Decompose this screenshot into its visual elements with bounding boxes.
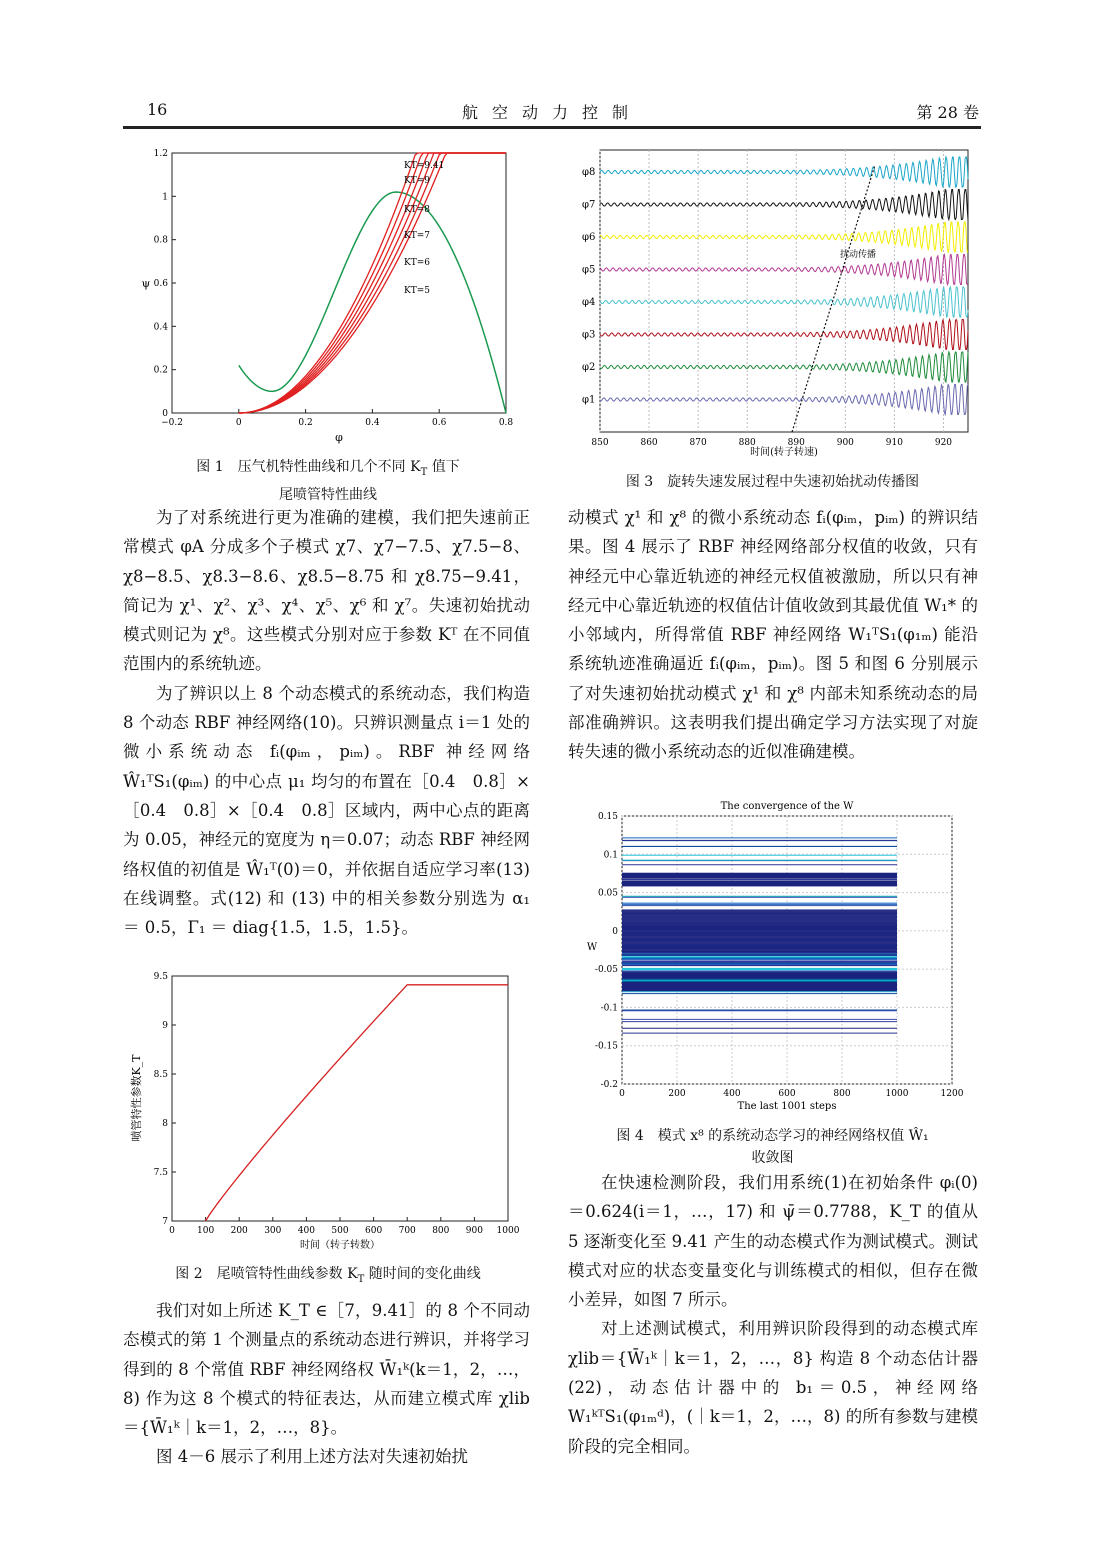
paragraph: 我们对如上所述 K_T ∈［7，9.41］的 8 个不同动态模式的第 1 个测量点的系统动态进行辨识，并将学习得到的 8 个常值 RBF 神经网络权 W̄₁ᵏ(k＝1，2，…，8) 作为这 8 个模式的特征表达，从而建立模式库 χlib＝{W̄₁ᵏ｜k＝1，2，…，8}。 [123, 1301, 530, 1438]
x-tick-label: 400 [723, 1089, 741, 1099]
y-tick-label: 0.8 [153, 235, 168, 246]
kt-label: KT=9 [404, 176, 430, 186]
fig1-xlabel: φ [335, 431, 343, 444]
left-body-text-bottom [123, 1296, 530, 1472]
y-tick-label: 1 [162, 192, 168, 203]
row-label: φ5 [582, 264, 596, 276]
figure-3-chart [570, 145, 975, 460]
x-tick-label: 0.4 [365, 418, 380, 428]
x-tick-label: −0.2 [161, 418, 183, 428]
weight-band [622, 909, 897, 952]
y-tick-label: 0.05 [597, 888, 618, 899]
figure-2-chart [128, 968, 528, 1258]
x-tick-label: 800 [833, 1089, 851, 1099]
y-tick-label: -0.2 [600, 1080, 618, 1090]
x-tick-label: 100 [197, 1226, 215, 1236]
x-tick-label: 600 [365, 1226, 383, 1236]
kt-label: KT=6 [404, 258, 430, 268]
compressor-curve [239, 192, 506, 413]
figure-2-caption: 图 2 尾喷管特性曲线参数 $K_T$ 随时间的变化曲线 [175, 1266, 481, 1285]
paragraph: 图 4－6 展示了利用上述方法对失速初始扰 [156, 1447, 468, 1467]
y-tick-label: 7.5 [153, 1168, 168, 1178]
row-label: φ1 [582, 394, 596, 406]
paragraph: 在快速检测阶段，我们用系统(1)在初始条件 φᵢ(0)＝0.624(i＝1，…，17) 和 ψ̄＝0.7788，K_T 的值从 5 逐渐变化至 9.41 产生的动态模式作为测试模式。测试模式对应的状态变量变化与训练模式的相似，但存在微小差异，如图 7 所示。 [568, 1173, 978, 1310]
x-tick-label: 0.6 [432, 418, 447, 428]
phi-wave [600, 320, 968, 350]
paragraph: 动模式 χ¹ 和 χ⁸ 的微小系统动态 fᵢ(φᵢₘ，pᵢₘ) 的辨识结果。图 4 展示了 RBF 神经网络部分权值的收敛，只有神经元中心靠近轨迹的神经元权值被激励，所以只有神经元中心靠近轨迹的权值估计值收敛到其最优值 W₁* 的小邻域内，所得常值 RBF 神经网络 W₁ᵀS₁(φ₁ₘ) 能沿系统轨迹准确逼近 fᵢ(φᵢₘ，pᵢₘ)。图 5 和图 6 分别展示了对失速初始扰动模式 χ¹ 和 χ⁸ 内部未知系统动态的局部准确辨识。这表明我们提出确定学习方法实现了对旋转失速的微小系统动态的近似准确建模。 [568, 508, 978, 762]
row-label: φ3 [582, 329, 596, 341]
phi-wave [600, 157, 968, 187]
fig3-annotation: 扰动传播 [840, 250, 877, 260]
x-tick-label: 0.2 [298, 418, 313, 428]
y-tick-label: -0.15 [594, 1041, 618, 1052]
x-tick-label: 850 [591, 438, 609, 448]
volume-label: 第 28 卷 [916, 103, 979, 122]
x-tick-label: 400 [297, 1226, 315, 1236]
row-label: φ7 [582, 199, 596, 211]
x-tick-label: 0.8 [498, 418, 514, 428]
y-tick-label: 0.6 [153, 279, 168, 289]
weight-band [622, 880, 897, 886]
x-tick-label: 920 [934, 438, 953, 448]
x-tick-label: 1000 [885, 1089, 909, 1099]
y-tick-label: 9.5 [153, 972, 168, 982]
row-label: φ4 [582, 297, 596, 308]
phi-wave [600, 190, 968, 220]
y-tick-label: 1.2 [153, 149, 168, 159]
right-body-text-bottom [568, 1168, 978, 1461]
paragraph: 为了辨识以上 8 个动态模式的系统动态，我们构造 8 个动态 RBF 神经网络(10)。只辨识测量点 i＝1 处的微小系统动态 fᵢ(φᵢₘ，pᵢₘ)。RBF 神经网络 Ŵ₁ᵀS₁(φᵢₘ) 的中心点 μ₁ 均匀的布置在［0.4 0.8］×［0.4 0.8］×［0.4 0.8］区域内，两中心点的距离为 0.05，神经元的宽度为 η＝0.07；动态 RBF 神经网络权值的初值是 Ŵ₁ᵀ(0)＝0，并依据自适应学习率(13) 在线调整。式(12) 和 (13) 中的相关参数分别选为 α₁ ＝ 0.5，Γ₁ ＝ diag{1.5，1.5，1.5}。 [123, 683, 530, 938]
x-tick-label: 800 [432, 1226, 450, 1236]
right-body-text [568, 503, 978, 767]
fig3-xlabel: 时间(转子转速) [750, 447, 818, 458]
page-number: 16 [147, 100, 168, 119]
x-tick-label: 0 [169, 1226, 175, 1236]
header-rule [123, 128, 981, 129]
y-tick-label: 0.1 [603, 850, 618, 861]
row-label: φ8 [582, 167, 596, 178]
x-tick-label: 1200 [940, 1089, 964, 1099]
x-tick-label: 200 [230, 1226, 248, 1236]
x-tick-label: 300 [264, 1226, 282, 1236]
x-tick-label: 700 [398, 1226, 416, 1236]
figure-1-chart [128, 145, 528, 450]
row-label: φ2 [582, 362, 596, 373]
y-tick-label: 0.4 [153, 322, 168, 333]
kt-label: KT=8 [404, 205, 430, 215]
figure-3-caption: 图 3 旋转失速发展过程中失速初始扰动传播图 [625, 474, 920, 490]
paragraph: 为了对系统进行更为准确的建模，我们把失速前正常模式 φA 分成多个子模式 χ7、χ7−7.5、χ7.5−8、χ8−8.5、χ8.3−8.6、χ8.5−8.75 和 χ8.75−9.41，简记为 χ¹、χ²、χ³、χ⁴、χ⁵、χ⁶ 和 χ⁷。失速初始扰动模式则记为 χ⁸。这些模式分别对应于参数 Kᵀ 在不同值范围内的系统轨迹。 [123, 508, 530, 674]
y-tick-label: 9 [162, 1021, 168, 1031]
phi-wave [600, 385, 968, 415]
y-tick-label: 8 [162, 1119, 168, 1129]
fig4-ylabel: W [586, 942, 598, 953]
kt-label: KT=7 [404, 231, 430, 241]
weight-band [622, 873, 897, 879]
weight-band [622, 972, 897, 978]
weight-band [622, 985, 897, 991]
journal-name: 航空动力控制 [461, 103, 642, 122]
y-tick-label: 0.2 [153, 365, 168, 376]
x-tick-label: 870 [689, 438, 707, 448]
x-tick-label: 0 [235, 418, 242, 428]
fig4-title: The convergence of the W [720, 801, 854, 812]
fig2-xlabel: 时间（转子转数） [300, 1240, 380, 1251]
figure-4-caption: 图 4 模式 x⁸ 的系统动态学习的神经网络权值 Ŵ₁ 收敛图 [616, 1128, 929, 1166]
x-tick-label: 880 [738, 438, 756, 448]
x-tick-label: 1000 [496, 1226, 520, 1236]
figure-1-caption: 图 1 压气机特性曲线和几个不同 $K_T$ 值下 尾喷管特性曲线 [196, 459, 460, 503]
y-tick-label: 8.5 [153, 1070, 168, 1080]
phi-wave [600, 222, 968, 252]
x-tick-label: 900 [465, 1226, 483, 1236]
y-tick-label: 0.15 [597, 812, 618, 822]
x-tick-label: 910 [885, 438, 903, 448]
phi-wave [600, 352, 968, 382]
phi-wave [600, 255, 968, 285]
phi-wave [600, 287, 968, 317]
x-tick-label: 900 [836, 438, 854, 448]
fig1-ylabel: ψ [141, 277, 151, 290]
y-tick-label: 7 [162, 1217, 168, 1227]
paragraph: 对上述测试模式，利用辨识阶段得到的动态模式库 χlib＝{W̄₁ᵏ｜k＝1，2，…，8} 构造 8 个动态估计器(22)，动态估计器中的 b₁＝0.5，神经网络 W₁ᵏᵀS₁(φ₁ₘᵈ)，(｜k＝1，2，…，8) 的所有参数与建模阶段的完全相同。 [568, 1319, 978, 1456]
running-header [123, 98, 981, 128]
row-label: φ6 [582, 232, 596, 243]
x-tick-label: 500 [331, 1226, 349, 1236]
kt-label: KT=9.41 [404, 161, 445, 171]
fig2-ylabel: 喷管特性参数K_T [130, 1054, 143, 1142]
y-tick-label: 0 [612, 926, 618, 937]
fig4-xlabel: The last 1001 steps [737, 1101, 837, 1112]
kt-label: KT=5 [404, 286, 430, 296]
x-tick-label: 860 [640, 438, 658, 448]
left-body-text [123, 503, 530, 942]
figure-4-chart [572, 796, 972, 1116]
x-tick-label: 600 [778, 1089, 796, 1099]
y-tick-label: -0.05 [594, 965, 618, 976]
x-tick-label: 200 [668, 1089, 686, 1099]
x-tick-label: 890 [787, 438, 805, 448]
y-tick-label: 0 [162, 409, 168, 419]
x-tick-label: 0 [619, 1089, 625, 1099]
y-tick-label: -0.1 [600, 1003, 618, 1014]
